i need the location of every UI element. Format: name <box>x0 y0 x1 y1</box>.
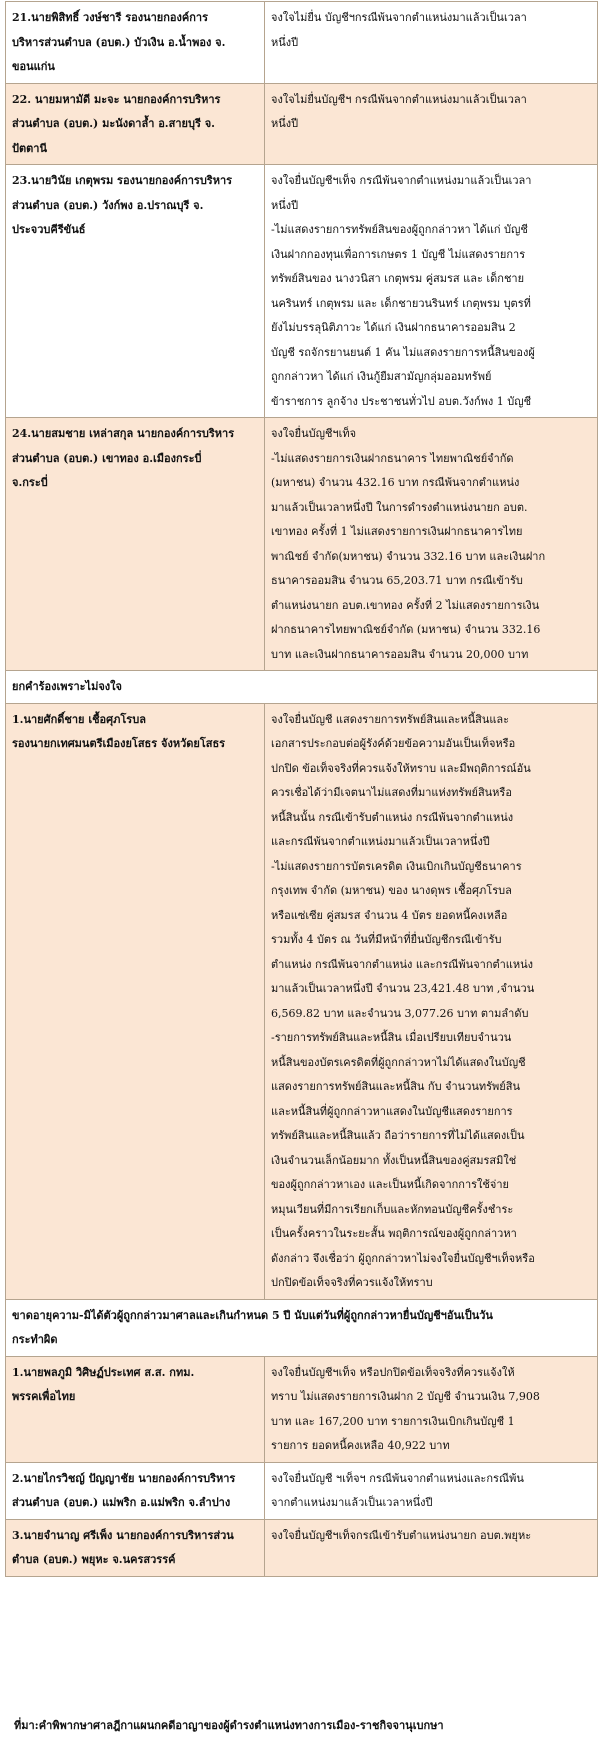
table-row <box>6 1356 598 1462</box>
text-line: พาณิชย์ จำกัด(มหาชน) จำนวน 332.16 บาท และเงินฝาก <box>271 549 546 563</box>
verdict-table-container <box>5 1 595 1577</box>
text-line: ดังกล่าว จึงเชื่อว่า ผู้ถูกกล่าวหาไม่จงใจยื่นบัญชีฯเท็จหรือ <box>271 1251 535 1265</box>
text-line: 1.นายพลภูมิ วิศิษฏ์ประเทศ ส.ส. กทม. <box>12 1365 195 1379</box>
text-line: จงใจยื่นบัญชีฯเท็จ หรือปกปิดข้อเท็จจริงที่ควรแจ้งให้ <box>271 1365 515 1379</box>
text-line: จงใจยื่นบัญชีฯเท็จ <box>271 427 357 440</box>
charge-cell <box>265 2 598 84</box>
text-line: จงใจไม่ยื่น บัญชีฯกรณีพ้นจากตำแหน่งมาแล้วเป็นเวลา <box>271 11 527 24</box>
text-line: ถูกกล่าวหา ได้แก่ เงินกู้ยืมสามัญกลุ่มออมทรัพย์ <box>271 370 492 383</box>
text-line: จากตำแหน่งมาแล้วเป็นเวลาหนึ่งปี <box>271 1496 433 1509</box>
text-line: -ไม่แสดงรายการบัตรเครดิต เงินเบิกเกินบัญชีธนาคาร <box>271 859 522 873</box>
text-line: จงใจยื่นบัญชี แสดงรายการทรัพย์สินและหนี้สินและ <box>271 712 510 726</box>
text-line: ปกปิดข้อเท็จจริงที่ควรแจ้งให้ทราบ <box>271 1276 433 1289</box>
text-line: หนี้สินของบัตรเครดิตที่ผู้ถูกกล่าวหาไม่ได้แสดงในบัญชี <box>271 1055 526 1069</box>
text-line: บัญชี รถจักรยานยนต์ 1 คัน ไม่แสดงรายการหนี้สินของผู้ <box>271 345 535 359</box>
text-line: ปกปิด ข้อเท็จจริงที่ควรแจ้งให้ทราบ และมีพฤติการณ์อัน <box>271 761 531 775</box>
text-line: รองนายกเทศมนตรีเมืองยโสธร จังหวัดยโสธร <box>12 737 226 750</box>
text-line: บาท และ 167,200 บาท รายการเงินเบิกเกินบัญชี 1 <box>271 1414 515 1428</box>
text-line: นครินทร์ เกตุพรม และ เด็กชายวนรินทร์ เกตุพรม บุตรที่ <box>271 296 531 310</box>
text-line: และกรณีพ้นจากตำแหน่งมาแล้วเป็นเวลาหนึ่งปี <box>271 835 490 848</box>
table-row <box>6 418 598 671</box>
text-line: กรุงเทพ จำกัด (มหาชน) ของ นางดุพร เชื้อศุภโรบล <box>271 884 512 897</box>
text-line: 2.นายไกรวิชญ์ ปัญญาชัย นายกองค์การบริหาร <box>12 1471 236 1485</box>
text-line: บาท และเงินฝากธนาคารออมสิน จำนวน 20,000 บาท <box>271 647 529 661</box>
text-line: รวมทั้ง 4 บัตร ณ วันที่มีหน้าที่ยื่นบัญชีกรณีเข้ารับ <box>271 933 502 946</box>
text-line: ขอนแก่น <box>12 60 55 73</box>
text-line: ส่วนตำบล (อบต.) เขาทอง อ.เมืองกระบี่ <box>12 451 202 465</box>
text-line: จงใจยื่นบัญชี ฯเท็จฯ กรณีพ้นจากตำแหน่งและกรณีพ้น <box>271 1471 524 1485</box>
text-line: เงินจำนวนเล็กน้อยมาก ทั้งเป็นหนี้สินของคู่สมรสมิใช่ <box>271 1153 517 1167</box>
text-line: (มหาชน) จำนวน 432.16 บาท กรณีพ้นจากตำแหน่ง <box>271 476 520 489</box>
text-line: จงใจยื่นบัญชีฯเท็จกรณีเข้ารับตำแหน่งนายก อบต.พยุหะ <box>271 1528 532 1542</box>
text-line: ตำแหน่งนายก อบต.เขาทอง ครั้งที่ 2 ไม่แสดงรายการเงิน <box>271 598 540 612</box>
charge-cell <box>265 703 598 1299</box>
text-line: หรือแซ่เซีย คู่สมรส จำนวน 4 บัตร ยอดหนี้คงเหลือ <box>271 908 508 922</box>
text-line: ยังไม่บรรลุนิติภาวะ ได้แก่ เงินฝากธนาคารออมสิน 2 <box>271 321 516 334</box>
text-line: หนึ่งปี <box>271 117 299 130</box>
charge-cell <box>265 83 598 165</box>
table-row <box>6 1519 598 1576</box>
text-line: 1.นายศักดิ์ชาย เชื้อศุภโรบล <box>12 712 146 726</box>
person-cell <box>6 1356 265 1462</box>
verdict-table <box>5 1 598 1577</box>
text-line: ยกคำร้องเพราะไม่จงใจ <box>12 680 122 693</box>
text-line: ควรเชื่อได้ว่ามีเจตนาไม่แสดงที่มาแห่งทรัพย์สินหรือ <box>271 786 512 799</box>
text-line: ของผู้ถูกกล่าวหาเอง และเป็นหนี้เกิดจากการใช้จ่าย <box>271 1178 509 1191</box>
text-line: มาแล้วเป็นเวลาหนึ่งปี ในการดำรงตำแหน่งนายก อบต. <box>271 500 528 514</box>
text-line: รายการ ยอดหนี้คงเหลือ 40,922 บาท <box>271 1439 450 1452</box>
text-line: และหนี้สินที่ผู้ถูกกล่าวหาแสดงในบัญชีแสดงรายการ <box>271 1104 513 1118</box>
text-line: กระทำผิด <box>12 1333 58 1346</box>
text-line: พรรคเพื่อไทย <box>12 1390 76 1403</box>
person-cell <box>6 1519 265 1576</box>
text-line: จงใจไม่ยื่นบัญชีฯ กรณีพ้นจากตำแหน่งมาแล้วเป็นเวลา <box>271 92 527 106</box>
text-line: หนี้สินนั้น กรณีเข้ารับตำแหน่ง กรณีพ้นจากตำแหน่ง <box>271 810 514 824</box>
charge-cell <box>265 1519 598 1576</box>
text-line: ทราบ ไม่แสดงรายการเงินฝาก 2 บัญชี จำนวนเงิน 7,908 <box>271 1390 540 1403</box>
table-row <box>6 165 598 418</box>
text-line: หนึ่งปี <box>271 198 299 212</box>
text-line: ตำแหน่ง กรณีพ้นจากตำแหน่ง และกรณีพ้นจากตำแหน่ง <box>271 957 534 971</box>
text-line: มาแล้วเป็นเวลาหนึ่งปี จำนวน 23,421.48 บาท ,จำนวน <box>271 982 535 995</box>
text-line: หนึ่งปี <box>271 35 299 49</box>
charge-cell <box>265 1462 598 1519</box>
person-cell <box>6 1462 265 1519</box>
section-header-row <box>6 1299 598 1356</box>
text-line: 24.นายสมชาย เหล่าสกุล นายกองค์การบริหาร <box>12 427 235 440</box>
source-note: ที่มา:คำพิพากษาศาลฎีกาแผนกคดีอาญาของผู้ดำรงตำแหน่งทางการเมือง-ราชกิจจานุเบกษา <box>14 1719 444 1732</box>
table-row <box>6 2 598 84</box>
text-line: ส่วนตำบล (อบต.) แม่พริก อ.แม่พริก จ.ลำปาง <box>12 1496 231 1509</box>
text-line: 23.นายวินัย เกตุพรม รองนายกองค์การบริหาร <box>12 174 233 187</box>
text-line: บริหารส่วนตำบล (อบต.) บัวเงิน อ.น้ำพอง จ. <box>12 35 226 49</box>
charge-cell <box>265 165 598 418</box>
text-line: จงใจยื่นบัญชีฯเท็จ กรณีพ้นจากตำแหน่งมาแล้วเป็นเวลา <box>271 174 532 187</box>
text-line: ส่วนตำบล (อบต.) มะนังดาล้ำ อ.สายบุรี จ. <box>12 117 215 130</box>
text-line: เขาทอง ครั้งที่ 1 ไม่แสดงรายการเงินฝากธนาคารไทย <box>271 525 523 538</box>
text-line: ทรัพย์สินของ นางวนิสา เกตุพรม คู่สมรส และ เด็กชาย <box>271 272 525 285</box>
text-line: เป็นครั้งคราวในระยะสั้น พฤติการณ์ของผู้ถูกกล่าวหา <box>271 1227 517 1240</box>
section-header <box>6 1299 598 1356</box>
text-line: ข้าราชการ ลูกจ้าง ประชาชนทั่วไป อบต.วังก์พง 1 บัญชี <box>271 394 532 408</box>
text-line: ธนาคารออมสิน จำนวน 65,203.71 บาท กรณีเข้ารับ <box>271 574 523 587</box>
section-header-row <box>6 671 598 704</box>
text-line: 3.นายจำนาญ ศรีเพ็ง นายกองค์การบริหารส่วน <box>12 1528 234 1542</box>
text-line: 22. นายมหามัดี มะจะ นายกองค์การบริหาร <box>12 92 221 106</box>
charge-cell <box>265 418 598 671</box>
table-row <box>6 83 598 165</box>
text-line: ขาดอายุความ-มิได้ตัวผู้ถูกกล่าวมาศาลและเกินกำหนด 5 ปี นับแต่วันที่ผู้ถูกกล่าวหายื่นบัญชีฯอันเป็นวัน <box>12 1308 493 1322</box>
charge-cell <box>265 1356 598 1462</box>
text-line: ฝากธนาคารไทยพาณิชย์จำกัด (มหาชน) จำนวน 332.16 <box>271 623 541 636</box>
person-cell <box>6 703 265 1299</box>
text-line: ปัตตานี <box>12 141 47 155</box>
person-cell <box>6 2 265 84</box>
text-line: -รายการทรัพย์สินและหนี้สิน เมื่อเปรียบเทียบจำนวน <box>271 1031 512 1044</box>
text-line: ส่วนตำบล (อบต.) วังก์พง อ.ปราณบุรี จ. <box>12 198 204 212</box>
table-row <box>6 703 598 1299</box>
text-line: ทรัพย์สินและหนี้สินแล้ว ถือว่ารายการที่ไม่ได้แสดงเป็น <box>271 1129 525 1142</box>
person-cell <box>6 165 265 418</box>
text-line: แสดงรายการทรัพย์สินและหนี้สิน กับ จำนวนทรัพย์สิน <box>271 1080 520 1093</box>
person-cell <box>6 83 265 165</box>
text-line: หมุนเวียนที่มีการเรียกเก็บและหักทอนบัญชีครั้งชำระ <box>271 1202 514 1216</box>
text-line: จ.กระบี่ <box>12 476 48 489</box>
text-line: -ไม่แสดงรายการทรัพย์สินของผู้ถูกกล่าวหา ได้แก่ บัญชี <box>271 223 528 236</box>
text-line: 21.นายพิสิทธิ์ วงษ์ชารี รองนายกองค์การ <box>12 11 208 24</box>
text-line: เอกสารประกอบต่อผู้รังค์ด้วยข้อความอันเป็นเท็จหรือ <box>271 737 516 750</box>
table-row <box>6 1462 598 1519</box>
section-header <box>6 671 598 704</box>
text-line: -ไม่แสดงรายการเงินฝากธนาคาร ไทยพาณิชย์จำกัด <box>271 451 514 465</box>
text-line: 6,569.82 บาท และจำนวน 3,077.26 บาท ตามลำดับ <box>271 1006 529 1020</box>
verdict-table-body <box>6 2 598 1577</box>
text-line: ประจวบคีรีขันธ์ <box>12 223 86 236</box>
person-cell <box>6 418 265 671</box>
text-line: ตำบล (อบต.) พยุหะ จ.นครสวรรค์ <box>12 1553 176 1566</box>
text-line: เงินฝากกองทุนเพื่อการเกษตร 1 บัญชี ไม่แสดงรายการ <box>271 247 526 261</box>
